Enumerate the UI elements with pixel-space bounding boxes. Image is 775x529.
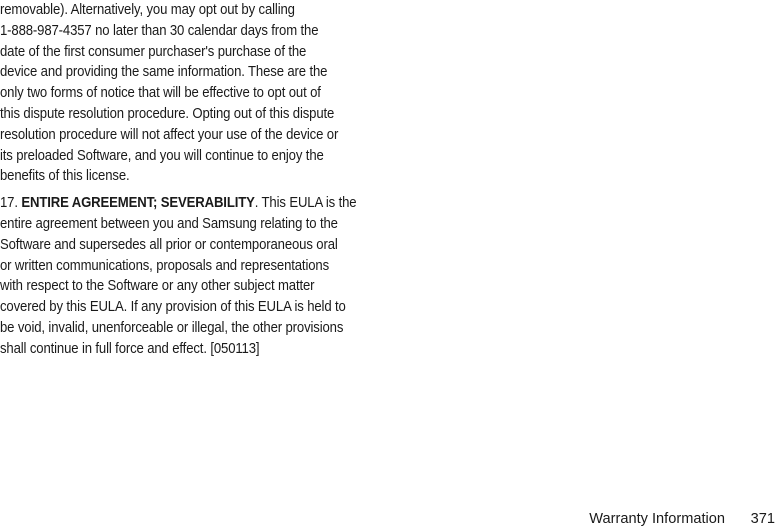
text-line: device and providing the same information. These are the [0, 64, 328, 81]
text-line: with respect to the Software or any other subject matter [0, 278, 315, 295]
text-line: Software and supersedes all prior or contemporaneous oral [0, 236, 338, 253]
section-first-line-text: . This EULA is the [254, 195, 357, 212]
text-line: resolution procedure will not affect your use of the device or [0, 126, 339, 143]
section-number: 17. [0, 195, 22, 212]
page-footer [0, 509, 775, 529]
text-line: its preloaded Software, and you will continue to enjoy the [0, 147, 324, 164]
text-line: covered by this EULA. If any provision of this EULA is held to [0, 299, 346, 316]
section-heading: ENTIRE AGREEMENT; SEVERABILITY [21, 195, 255, 212]
page-number: 371 [750, 511, 775, 527]
text-line: be void, invalid, unenforceable or illegal, the other provisions [0, 319, 344, 336]
text-line: this dispute resolution procedure. Opting out of this dispute [0, 105, 335, 122]
text-line: only two forms of notice that will be effective to opt out of [0, 85, 321, 102]
text-line: entire agreement between you and Samsung relating to the [0, 215, 338, 232]
paragraph-entire-agreement [0, 193, 382, 359]
text-line: removable). Alternatively, you may opt out by calling [0, 2, 295, 18]
footer-section-title: Warranty Information [589, 511, 725, 527]
text-line: benefits of this license. [0, 168, 130, 185]
section-first-line [0, 193, 357, 214]
text-line: date of the first consumer purchaser's purchase of the [0, 43, 307, 60]
text-line: or written communications, proposals and representations [0, 257, 330, 274]
document-body [0, 0, 382, 360]
text-line: shall continue in full force and effect. [050113] [0, 340, 260, 357]
text-line: 1-888-987-4357 no later than 30 calendar days from the [0, 22, 319, 39]
paragraph-opt-out [0, 0, 382, 187]
